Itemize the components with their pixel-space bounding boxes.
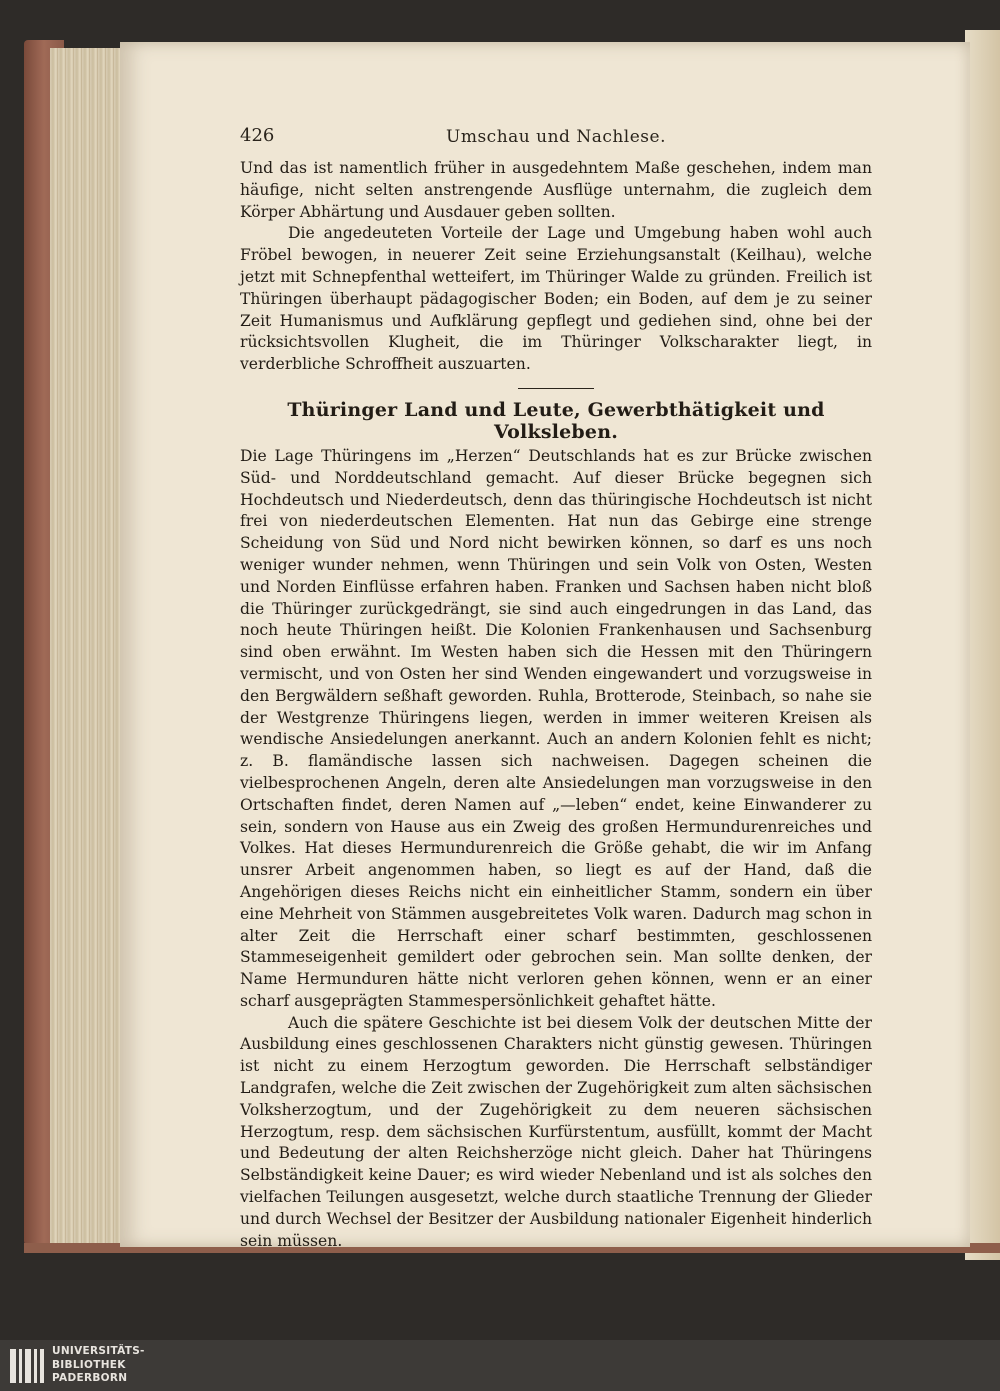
facing-page-edge — [965, 30, 1000, 1260]
page-number: 426 — [240, 125, 275, 146]
library-footer — [0, 1340, 1000, 1391]
library-name-line: PADERBORN — [52, 1372, 128, 1384]
running-title: Umschau und Nachlese. — [446, 127, 666, 147]
paragraph: Die angedeuteten Vorteile der Lage und Umgebung haben wohl auch Fröbel bewogen, in neuerer Zeit seine Erziehungsanstalt (Keilhau), welche jetzt mit Schnepfenthal wetteifert, im Thüringer Walde zu gründen. Freilich ist Thüringen überhaupt pädagogischer Boden; ein Boden, auf dem je zu seiner Zeit Humanismus und Aufklärung gepflegt und gediehen sind, ohne bei der rücksichtsvollen Klugheit, die im Thüringer Volkscharakter liegt, in verderbliche Schroffheit auszuarten. — [240, 224, 872, 374]
library-logo-icon — [8, 1347, 46, 1385]
body-text — [240, 158, 872, 1252]
paragraph: Und das ist namentlich früher in ausgedehntem Maße geschehen, indem man häufige, nicht selten anstrengende Ausflüge unternahm, die zugleich dem Körper Abhärtung und Ausdauer geben sollten. — [240, 159, 872, 221]
section-heading: Thüringer Land und Leute, Gewerbthätigkeit und Volksleben. — [287, 398, 825, 443]
library-name-line: BIBLIOTHEK — [52, 1358, 126, 1371]
paragraph: Auch die spätere Geschichte ist bei diesem Volk der deutschen Mitte der Ausbildung eines geschlossenen Charakters nicht günstig gewesen. Thüringen ist nicht zu einem Herzogtum geworden. Die Herrschaft selbständiger Landgrafen, welche die Zeit zwischen der Zugehörigkeit zum alten sächsischen Volksherzogtum, und der Zugehörigkeit zu dem neueren sächsischen Herzogtum, resp. dem sächsischen Kurfürstentum, ausfüllt, kommt der Macht und Bedeutung der alten Reichsherzöge nicht gleich. Daher hat Thüringens Selbständigkeit keine Dauer; es wird wieder Nebenland und ist als solches den vielfachen Teilungen ausgesetzt, welche durch staatliche Trennung der Glieder und durch Wechsel der Besitzer der Ausbildung nationaler Eigenheit hinderlich sein müssen. — [240, 1013, 872, 1250]
page-edges — [50, 48, 130, 1243]
library-name-line: UNIVERSITÄTS- — [52, 1345, 145, 1357]
section-divider — [518, 388, 594, 389]
library-name — [52, 1345, 145, 1386]
running-head — [240, 125, 872, 155]
paragraph: Die Lage Thüringens im „Herzen“ Deutschlands hat es zur Brücke zwischen Süd- und Norddeutschland gemacht. Auf dieser Brücke begegnen sich Hochdeutsch und Niederdeutsch, denn das thüringische Hochdeutsch ist nicht frei von niederdeutschen Elementen. Hat nun das Gebirge eine strenge Scheidung von Süd und Nord nicht bewirken können, so darf es uns noch weniger wunder nehmen, wenn Thüringen und sein Volk von Osten, Westen und Norden Einflüsse erfahren haben. Franken und Sachsen haben nicht bloß die Thüringer zurückgedrängt, sie sind auch eingedrungen in das Land, das noch heute Thüringen heißt. Die Kolonien Frankenhausen und Sachsenburg sind oben erwähnt. Im Westen haben sich die Hessen mit den Thüringern vermischt, und von Osten her sind Wenden eingewandert und vorzugsweise in den Bergwäldern seßhaft geworden. Ruhla, Brotterode, Steinbach, so nahe sie der Westgrenze Thüringens liegen, werden in immer weiteren Kreisen als wendische Ansiedelungen anerkannt. Auch an andern Kolonien fehlt es nicht; z. B. flamändische lassen sich nachweisen. Dagegen scheinen die vielbesprochenen Angeln, deren alte Ansiedelungen man vorzugsweise in den Ortschaften findet, deren Namen auf „—leben“ endet, keine Einwanderer zu sein, sondern von Hause aus ein Zweig des großen Hermundurenreiches und Volkes. Hat dieses Hermundurenreich die Größe gehabt, die wir im Anfang unsrer Arbeit angenommen haben, so liegt es auf der Hand, daß die Angehörigen dieses Reichs nicht ein einheitlicher Stamm, sondern ein über eine Mehrheit von Stämmen ausgebreitetes Volk waren. Dadurch mag schon in alter Zeit die Herrschaft einer scharf bestimmten, geschlossenen Stammeseigenheit gemildert oder gebrochen sein. Man sollte denken, der Name Hermunduren hätte nicht verloren gehen können, wenn er an einer scharf ausgeprägten Stammespersönlichkeit gehaftet hätte. — [240, 446, 872, 1010]
